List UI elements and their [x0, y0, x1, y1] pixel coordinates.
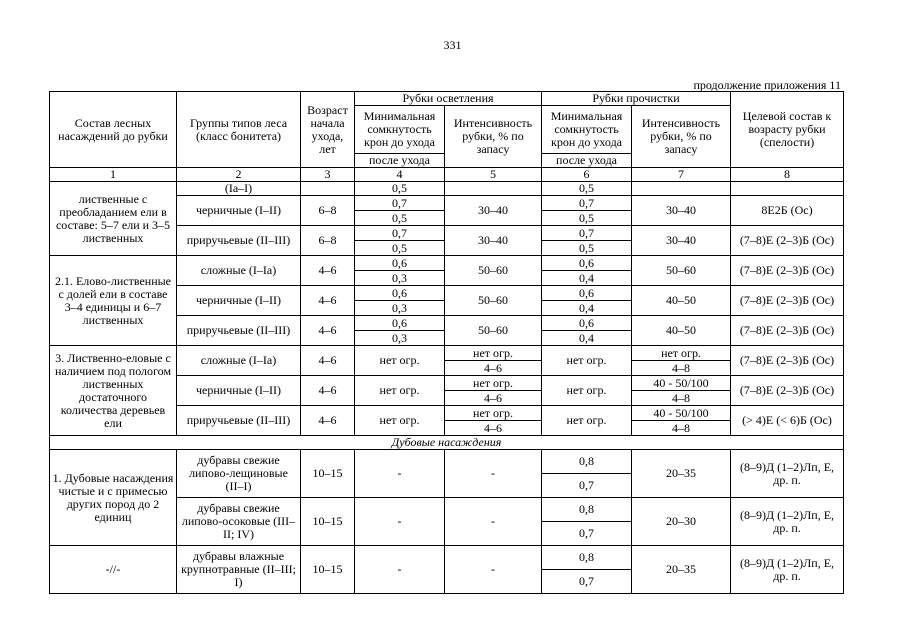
density-1: 0,5	[355, 182, 445, 196]
column-numbers-row	[50, 168, 844, 182]
target-composition: 8Е2Б (Ос)	[731, 196, 844, 226]
age-start: 4–6	[301, 346, 355, 376]
target-composition: (7–8)Е (2–3)Б (Ос)	[731, 316, 844, 346]
intensity-2: 20–30	[632, 498, 731, 546]
forest-type: дубравы свежие липово-осоковые (III–II; IV)	[177, 498, 301, 546]
header-after-care-2: после ухода	[542, 154, 632, 168]
age-start: 10–15	[301, 546, 355, 594]
col-number: 8	[731, 168, 844, 182]
intensity-2: 30–40	[632, 226, 731, 256]
forest-type: сложные (I–Ia)	[177, 256, 301, 286]
density-2-after: 0,4	[542, 271, 632, 286]
intensity-1	[445, 182, 542, 196]
density-2: 0,5	[542, 182, 632, 196]
header-min-density-1: Минимальная сомкнутость крон до ухода	[355, 106, 445, 154]
page-number: 331	[443, 38, 462, 52]
density-2-after: 0,4	[542, 331, 632, 346]
intensity-1: нет огр.	[445, 406, 542, 421]
intensity-1: 30–40	[445, 226, 542, 256]
density-2: 0,8	[542, 450, 632, 474]
density-1: -	[355, 498, 445, 546]
density-2: нет огр.	[542, 406, 632, 436]
target-composition	[731, 182, 844, 196]
col-number: 2	[177, 168, 301, 182]
intensity-1: 50–60	[445, 316, 542, 346]
forest-type: черничные (I–II)	[177, 286, 301, 316]
density-1: 0,7	[355, 226, 445, 241]
header-after-care-1: после ухода	[355, 154, 445, 168]
intensity-2: 40 - 50/100	[632, 406, 731, 421]
age-start: 4–6	[301, 286, 355, 316]
col-number: 3	[301, 168, 355, 182]
density-1-after: 0,3	[355, 331, 445, 346]
density-1: нет огр.	[355, 346, 445, 376]
intensity-1-after: 4–6	[445, 421, 542, 436]
forest-type: дубравы свежие липово-лещиновые (II–I)	[177, 450, 301, 498]
density-2: нет огр.	[542, 346, 632, 376]
density-2: нет огр.	[542, 376, 632, 406]
density-2-after: 0,4	[542, 301, 632, 316]
intensity-2	[632, 182, 731, 196]
intensity-2: нет огр.	[632, 346, 731, 361]
header-intensity-1: Интенсивность рубки, % по запасу	[445, 106, 542, 168]
age-start: 6–8	[301, 196, 355, 226]
group-composition: 2.1. Елово-лиственные с долей ели в составе 3–4 единицы и 6–7 лиственных	[50, 256, 177, 346]
intensity-1: -	[445, 498, 542, 546]
age-start: 4–6	[301, 316, 355, 346]
age-start: 4–6	[301, 256, 355, 286]
intensity-2: 50–60	[632, 256, 731, 286]
intensity-1: -	[445, 546, 542, 594]
col-number: 7	[632, 168, 731, 182]
density-2: 0,8	[542, 546, 632, 570]
density-2-after: 0,7	[542, 522, 632, 546]
forest-type: приручьевые (II–III)	[177, 406, 301, 436]
density-1: 0,6	[355, 256, 445, 271]
density-2-after: 0,5	[542, 211, 632, 226]
target-composition: (8–9)Д (1–2)Лп, Е, др. п.	[731, 498, 844, 546]
forest-type: черничные (I–II)	[177, 376, 301, 406]
forest-type: (Ia–I)	[177, 182, 301, 196]
density-1: -	[355, 546, 445, 594]
density-2: 0,6	[542, 316, 632, 331]
intensity-2: 40–50	[632, 286, 731, 316]
oak-composition: 1. Дубовые насаждения чистые и с примесью других пород до 2 единиц	[50, 450, 177, 546]
intensity-2-after: 4–8	[632, 361, 731, 376]
forest-care-table	[49, 91, 844, 594]
target-composition: (7–8)Е (2–3)Б (Ос)	[731, 376, 844, 406]
forest-type: приручьевые (II–III)	[177, 316, 301, 346]
col-number: 4	[355, 168, 445, 182]
col-number: 6	[542, 168, 632, 182]
forest-type: дубравы влажные крупнотравные (II–III; I)	[177, 546, 301, 594]
col-number: 1	[50, 168, 177, 182]
forest-type: черничные (I–II)	[177, 196, 301, 226]
target-composition: (7–8)Е (2–3)Б (Ос)	[731, 346, 844, 376]
intensity-2: 40 - 50/100	[632, 376, 731, 391]
intensity-1: 50–60	[445, 286, 542, 316]
group-composition: 3. Лиственно-еловые с наличием под пологом лиственных достаточного количества деревьев ели	[50, 346, 177, 436]
density-2: 0,8	[542, 498, 632, 522]
target-composition: (7–8)Е (2–3)Б (Ос)	[731, 286, 844, 316]
section-title: Дубовые насаждения	[50, 436, 844, 450]
intensity-2: 20–35	[632, 450, 731, 498]
intensity-1: 50–60	[445, 256, 542, 286]
intensity-2-after: 4–8	[632, 391, 731, 406]
intensity-2: 30–40	[632, 196, 731, 226]
continuation-note: продолжение приложения 11	[693, 78, 841, 92]
density-1: нет огр.	[355, 406, 445, 436]
forest-type: сложные (I–Ia)	[177, 346, 301, 376]
intensity-1: 30–40	[445, 196, 542, 226]
intensity-1-after: 4–6	[445, 361, 542, 376]
intensity-1-after: 4–6	[445, 391, 542, 406]
density-2: 0,7	[542, 226, 632, 241]
target-composition: (8–9)Д (1–2)Лп, Е, др. п.	[731, 450, 844, 498]
header-thinning-1: Рубки осветления	[355, 92, 542, 106]
age-start	[301, 182, 355, 196]
age-start: 10–15	[301, 498, 355, 546]
density-1-after: 0,5	[355, 241, 445, 256]
density-2-after: 0,7	[542, 570, 632, 594]
forest-type: приручьевые (II–III)	[177, 226, 301, 256]
density-1: нет огр.	[355, 376, 445, 406]
target-composition: (7–8)Е (2–3)Б (Ос)	[731, 256, 844, 286]
group-composition: лиственные с преобладанием ели в составе: 5–7 ели и 3–5 лиственных	[50, 182, 177, 256]
age-start: 6–8	[301, 226, 355, 256]
age-start: 4–6	[301, 406, 355, 436]
density-1-after: 0,5	[355, 211, 445, 226]
target-composition: (8–9)Д (1–2)Лп, Е, др. п.	[731, 546, 844, 594]
col-number: 5	[445, 168, 542, 182]
density-2-after: 0,7	[542, 474, 632, 498]
density-1: -	[355, 450, 445, 498]
density-2: 0,7	[542, 196, 632, 211]
intensity-2: 40–50	[632, 316, 731, 346]
header-min-density-2: Минимальная сомкнутость крон до ухода	[542, 106, 632, 154]
intensity-1: нет огр.	[445, 376, 542, 391]
density-1: 0,7	[355, 196, 445, 211]
age-start: 4–6	[301, 376, 355, 406]
oak-composition-ditto: -//-	[50, 546, 177, 594]
density-2: 0,6	[542, 286, 632, 301]
intensity-2: 20–35	[632, 546, 731, 594]
age-start: 10–15	[301, 450, 355, 498]
density-1-after: 0,3	[355, 271, 445, 286]
header-forest-groups: Группы типов леса (класс бонитета)	[177, 92, 301, 168]
intensity-1: нет огр.	[445, 346, 542, 361]
intensity-1: -	[445, 450, 542, 498]
header-thinning-2: Рубки прочистки	[542, 92, 731, 106]
header-target: Целевой состав к возрасту рубки (спелости)	[731, 92, 844, 168]
intensity-2-after: 4–8	[632, 421, 731, 436]
density-1: 0,6	[355, 286, 445, 301]
density-1: 0,6	[355, 316, 445, 331]
header-intensity-2: Интенсивность рубки, % по запасу	[632, 106, 731, 168]
density-2-after: 0,5	[542, 241, 632, 256]
density-2: 0,6	[542, 256, 632, 271]
target-composition: (7–8)Е (2–3)Б (Ос)	[731, 226, 844, 256]
header-composition: Состав лесных насаждений до рубки	[50, 92, 177, 168]
target-composition: (> 4)Е (< 6)Б (Ос)	[731, 406, 844, 436]
header-age-start: Возраст начала ухода, лет	[301, 92, 355, 168]
density-1-after: 0,3	[355, 301, 445, 316]
